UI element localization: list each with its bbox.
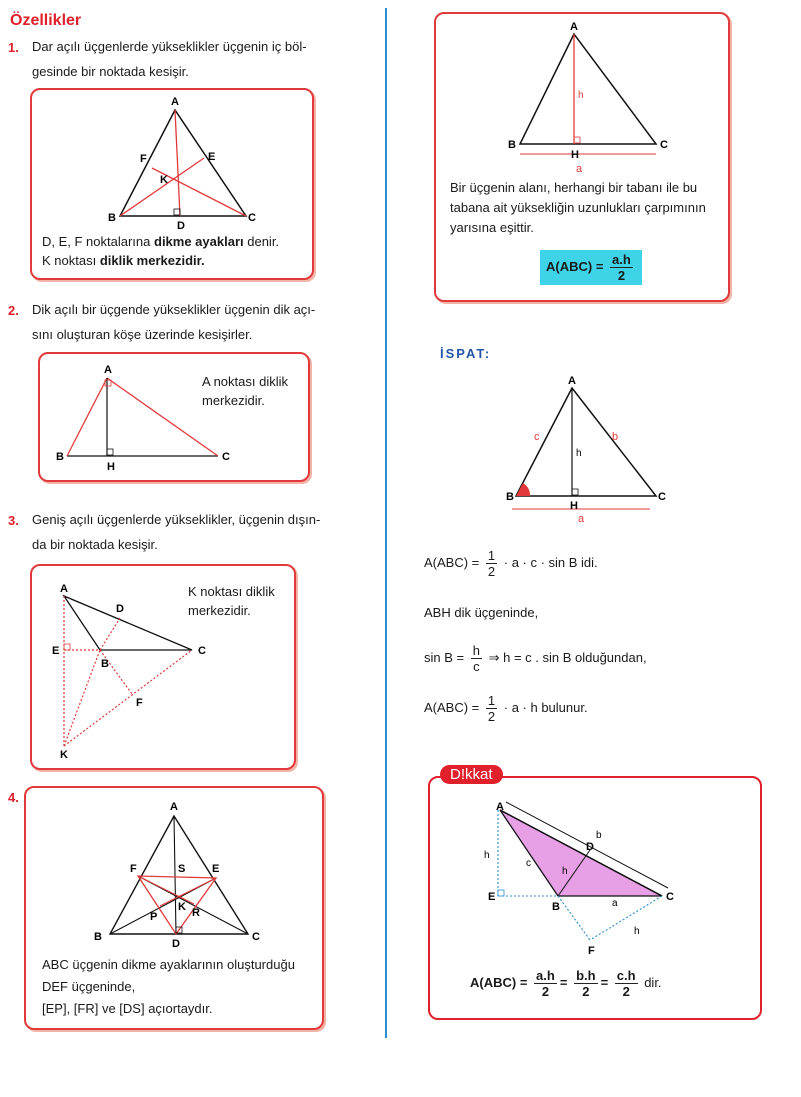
prop-2-number: 2.	[8, 303, 19, 318]
label-H: H	[107, 461, 115, 473]
label-R: R	[192, 907, 200, 919]
prop-3-text: Geniş açılı üçgenlerde yükseklikler, üçgenin dışın- da bir noktada kesişir.	[32, 512, 321, 552]
figure-box-acute	[30, 88, 314, 280]
label-A: A	[570, 21, 578, 33]
label-B: B	[508, 139, 516, 151]
label-hb: h	[562, 866, 568, 877]
label-A: A	[104, 364, 112, 376]
figure-box-obtuse	[30, 564, 296, 770]
label-B: B	[94, 931, 102, 943]
box3-caption: K noktası diklik merkezidir.	[188, 584, 275, 618]
label-D: D	[586, 841, 594, 853]
label-F: F	[588, 945, 595, 957]
label-a: a	[578, 513, 585, 525]
acute-triangle-diagram	[32, 90, 312, 230]
label-D: D	[177, 220, 185, 230]
label-D: D	[116, 603, 124, 615]
label-F: F	[130, 863, 137, 875]
label-C: C	[248, 212, 256, 224]
box5-caption: Bir üçgenin alanı, herhangi bir tabanı ile bu tabana ait yüksekliğin uzunlukları çarpımının yarısına eşittir.	[450, 180, 706, 235]
label-K: K	[60, 749, 68, 761]
label-B: B	[101, 658, 109, 670]
prop-1-text	[32, 34, 307, 84]
proof-formula-3: sin B = $\frac{h}{c}$ ⇒ h = c . sin B olduğundan,	[424, 643, 647, 674]
label-A: A	[170, 801, 178, 813]
area-triangle-diagram	[436, 14, 728, 176]
label-B: B	[506, 491, 514, 503]
label-E: E	[212, 863, 220, 875]
label-ha: h	[578, 90, 584, 101]
box2-caption: A noktası diklik merkezidir.	[202, 374, 288, 408]
proof-formula-2: ABH dik üçgeninde,	[424, 605, 539, 620]
label-a: a	[612, 898, 618, 909]
label-c: c	[534, 431, 540, 443]
label-P: P	[150, 911, 158, 923]
dikkat-box	[428, 766, 762, 1020]
figure-box-area	[434, 12, 730, 302]
label-S: S	[178, 863, 186, 875]
proof-formula-4: A(ABC) = $\frac{1}{2}$ · a · h bulunur.	[424, 693, 588, 724]
label-A: A	[171, 96, 179, 108]
prop-3-number: 3.	[8, 513, 19, 528]
label-B: B	[56, 451, 64, 463]
label-K: K	[160, 174, 168, 186]
label-K: K	[178, 901, 186, 913]
label-C: C	[658, 491, 666, 503]
label-C: C	[198, 645, 206, 657]
area-formula: A(ABC) = $\frac{a.h}{2}$	[540, 250, 642, 285]
label-b: b	[596, 830, 602, 841]
label-F: F	[136, 697, 143, 709]
dikkat-label: D!kkat	[440, 765, 503, 784]
label-E: E	[208, 151, 216, 163]
label-c: c	[526, 858, 531, 869]
figure-box-orthic	[24, 786, 324, 1030]
column-divider	[385, 8, 387, 1038]
orthic-triangle-diagram	[26, 788, 322, 958]
figure-box-right	[38, 352, 310, 482]
prop-1-number: 1.	[8, 40, 19, 55]
prop-2-text: Dik açılı bir üçgende yükseklikler üçgenin dik açı- sını oluşturan köşe üzerinde kesişirler.	[32, 302, 316, 342]
label-A: A	[60, 583, 68, 595]
label-F: F	[140, 153, 147, 165]
proof-formula-1: A(ABC) = $\frac{1}{2}$ · a · c · sin B idi.	[424, 548, 598, 579]
proof-triangle-diagram	[500, 372, 690, 532]
label-D: D	[172, 938, 180, 950]
box4-caption: ABC üçgenin dikme ayaklarının oluşturduğu DEF üçgeninde, [EP], [FR] ve [DS] açıortaydır.	[42, 957, 295, 1016]
label-ha: h	[484, 850, 490, 861]
prop-4-number: 4.	[8, 790, 19, 805]
label-hc: h	[634, 926, 640, 937]
dikkat-formula: A(ABC) = $\frac{a.h}{2}$ = $\frac{b.h}{2}$ = $\frac{c.h}{2}$ dir.	[470, 968, 662, 999]
label-B: B	[552, 901, 560, 913]
label-H: H	[571, 149, 579, 161]
label-b: b	[612, 431, 619, 443]
label-a: a	[576, 163, 583, 175]
label-ha: h	[576, 448, 582, 459]
label-C: C	[660, 139, 668, 151]
box1-caption: D, E, F noktalarına dikme ayakları denir. K noktası diklik merkezidir.	[42, 234, 280, 268]
label-B: B	[108, 212, 116, 224]
dikkat-triangle-diagram	[430, 778, 760, 958]
label-A: A	[496, 801, 504, 813]
label-H: H	[570, 500, 578, 512]
label-C: C	[252, 931, 260, 943]
page-title: Özellikler	[10, 12, 82, 29]
ispat-title: İSPAT:	[440, 346, 492, 361]
prop-1-line1: Dar açılı üçgenlerde yükseklikler üçgenin iç böl-	[32, 39, 307, 54]
label-C: C	[222, 451, 230, 463]
prop-1-line2: gesinde bir noktada kesişir.	[32, 64, 189, 79]
label-A: A	[568, 375, 576, 387]
label-E: E	[488, 891, 496, 903]
label-C: C	[666, 891, 674, 903]
label-E: E	[52, 645, 60, 657]
